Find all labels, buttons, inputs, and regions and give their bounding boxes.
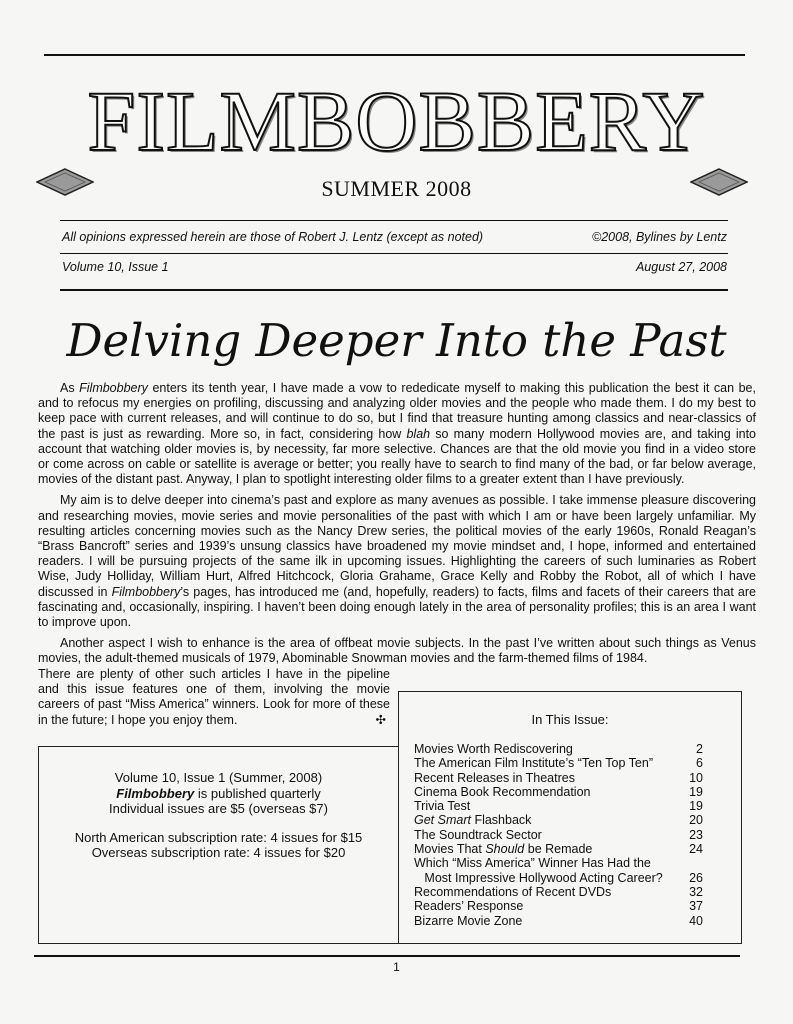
toc-item	[414, 785, 703, 799]
page-number: 1	[393, 960, 400, 974]
article-paragraph	[38, 493, 756, 630]
masthead-rule-1	[60, 220, 728, 221]
copyright: ©2008, Bylines by Lentz	[592, 230, 727, 244]
text-run: Which “Miss America” Winner Has Had the	[414, 856, 651, 871]
toc-item-page: 37	[689, 899, 703, 914]
toc-item	[414, 856, 703, 870]
article-tail-text: There are plenty of other such articles I have in the pipeline and this issue features one of them, involving the movie careers of past “Miss America” winners. Look for more of these in the future; I hope you enjoy them.	[38, 667, 390, 727]
italic-run: Should	[485, 842, 525, 857]
masthead-rule-3	[60, 289, 728, 291]
italic-run: Filmbobbery	[111, 584, 181, 599]
italic-run: Get Smart	[414, 813, 471, 828]
toc-item-label	[414, 785, 590, 799]
text-run: The American Film Institute’s “Ten Top Ten”	[414, 756, 653, 771]
subscription-overseas-rate: Overseas subscription rate: 4 issues for $20	[91, 845, 346, 860]
article-body	[38, 381, 756, 667]
issue-season: SUMMER 2008	[321, 176, 472, 201]
toc-item	[414, 742, 703, 756]
toc-item-page	[673, 856, 703, 870]
text-run: Another aspect I wish to enhance is the area of offbeat movie subjects. In the past I’ve written about such things as Venus movies, the adult-themed musicals of 1979, Abominable Snowman movies and the farm-themed films of 1984.	[38, 636, 756, 666]
text-run: so many modern Hollywood movies are, and taking into account that watching older movies is, by necessity, far more selective. Chances are that the old movie you find in a video store or come across on cable or satellite is average or better; you really have to search to find many of the bad, or far below average, movies of the distant past. Anyway, I plan to spotlight interesting older films to a greater extent than I have previously.	[38, 426, 756, 487]
subscription-na-rate: North American subscription rate: 4 issues for $15	[74, 829, 363, 845]
text-run: Recent Releases in Theatres	[414, 770, 575, 785]
text-run: Readers’ Response	[414, 899, 524, 914]
toc-item-label	[414, 813, 531, 827]
disclaimer: All opinions expressed herein are those of Robert J. Lentz (except as noted)	[62, 230, 484, 244]
footer-rule	[34, 955, 740, 957]
toc-box	[398, 691, 742, 944]
masthead-rule-2	[60, 253, 728, 254]
text-run: Movies Worth Rediscovering	[414, 742, 573, 756]
article-paragraph	[38, 636, 756, 666]
article-paragraph	[38, 381, 756, 487]
toc-item	[414, 756, 703, 770]
toc-item	[414, 914, 703, 928]
text-run: ’s pages, has introduced me (and, hopefully, readers) to facts, films and facets of their careers that are fascinating and, occasionally, inspiring. I haven’t been doing enough lately in the area of personality profiles; this is an area I want to improve upon.	[38, 584, 756, 630]
toc-item-label	[414, 756, 653, 770]
text-run: Most Impressive Hollywood Acting Career?	[414, 870, 663, 885]
text-run: Bizarre Movie Zone	[414, 913, 523, 928]
toc-item	[414, 842, 703, 856]
toc-item-label	[414, 828, 542, 842]
end-mark: ✣	[375, 712, 386, 727]
toc-item-label	[414, 742, 573, 756]
toc-item	[414, 899, 703, 913]
text-run: Trivia Test	[414, 799, 471, 814]
text-run: My aim is to delve deeper into cinema’s past and explore as many avenues as possible. I take immense pleasure discovering and researching movies, movie series and movie personalities of the past with which I am or have been largely unfamiliar. My resulting articles concerning movies such as the Nancy Drew series, the political movies of the early 1960s, Ronald Reagan’s “Brass Bancroft” series and 1939’s unsung classics have broadened my movie mindset and, I hope, informed and entertained readers. I will be pursuing projects of the same ilk in upcoming issues. Highlighting the careers of such luminaries as Robert Wise, Judy Holliday, William Hurt, Alfred Hitchcock, Gloria Grahame, Grace Kelly and Robby the Robot, all of which I have discussed in	[38, 493, 756, 599]
toc-list	[414, 742, 703, 928]
toc-item-page: 32	[689, 884, 703, 899]
toc-item-label	[414, 871, 663, 885]
toc-item	[414, 799, 703, 813]
toc-item	[414, 828, 703, 842]
toc-item-page: 19	[689, 784, 703, 799]
toc-item-page: 26	[689, 870, 703, 885]
toc-item-label	[414, 856, 651, 870]
text-run: be Remade	[524, 842, 593, 857]
toc-item	[414, 871, 703, 885]
subscription-frequency	[39, 786, 398, 802]
toc-item-page: 23	[689, 827, 703, 842]
toc-item-label	[414, 899, 523, 913]
top-rule	[44, 54, 745, 56]
publication-name: Filmbobbery	[116, 785, 195, 801]
text-run: The Soundtrack Sector	[414, 827, 542, 842]
subscription-volume: Volume 10, Issue 1 (Summer, 2008)	[114, 770, 323, 785]
text-run: Cinema Book Recommendation	[414, 784, 591, 799]
subscription-frequency-text: is published quarterly	[194, 785, 321, 801]
subscription-single-price: Individual issues are $5 (overseas $7)	[109, 801, 328, 816]
toc-item-page: 20	[689, 813, 703, 828]
toc-item	[414, 771, 703, 785]
issue-date: August 27, 2008	[635, 260, 727, 274]
toc-item-label	[414, 885, 611, 899]
toc-item	[414, 813, 703, 827]
toc-item	[414, 885, 703, 899]
text-run: As	[60, 381, 80, 395]
toc-item-label	[414, 771, 575, 785]
article-tail	[38, 667, 390, 728]
toc-title: In This Issue:	[531, 712, 609, 727]
toc-item-page: 40	[689, 913, 703, 928]
toc-item-label	[414, 914, 522, 928]
volume-issue: Volume 10, Issue 1	[62, 260, 169, 274]
toc-item-page: 24	[689, 842, 703, 857]
masthead-title: FILMBOBBERY	[87, 73, 706, 169]
text-run: Recommendations of Recent DVDs	[414, 884, 612, 899]
toc-item-page: 6	[696, 756, 703, 771]
text-run: enters its tenth year, I have made a vow to rededicate myself to making this publication the best it can be, and to refocus my energies on profiling, discussing and analyzing older movies and the people who made them. I do my best to keep pace with current releases, and will continue to do so, but I find that treasure hunting among classics and near-classics of the past is just as rewarding. More so, in fact, considering how	[38, 381, 756, 441]
italic-run: Filmbobbery	[79, 381, 148, 395]
toc-item-label	[414, 842, 592, 856]
text-run: Flashback	[470, 813, 532, 828]
italic-run: blah	[406, 426, 431, 441]
toc-item-label	[414, 799, 470, 813]
subscription-box	[38, 746, 399, 944]
article-headline: Delving Deeper Into the Past	[66, 314, 727, 367]
toc-item-page: 2	[696, 742, 703, 756]
toc-item-page: 19	[689, 799, 703, 814]
toc-item-page: 10	[689, 770, 703, 785]
text-run: Movies That	[414, 842, 486, 857]
